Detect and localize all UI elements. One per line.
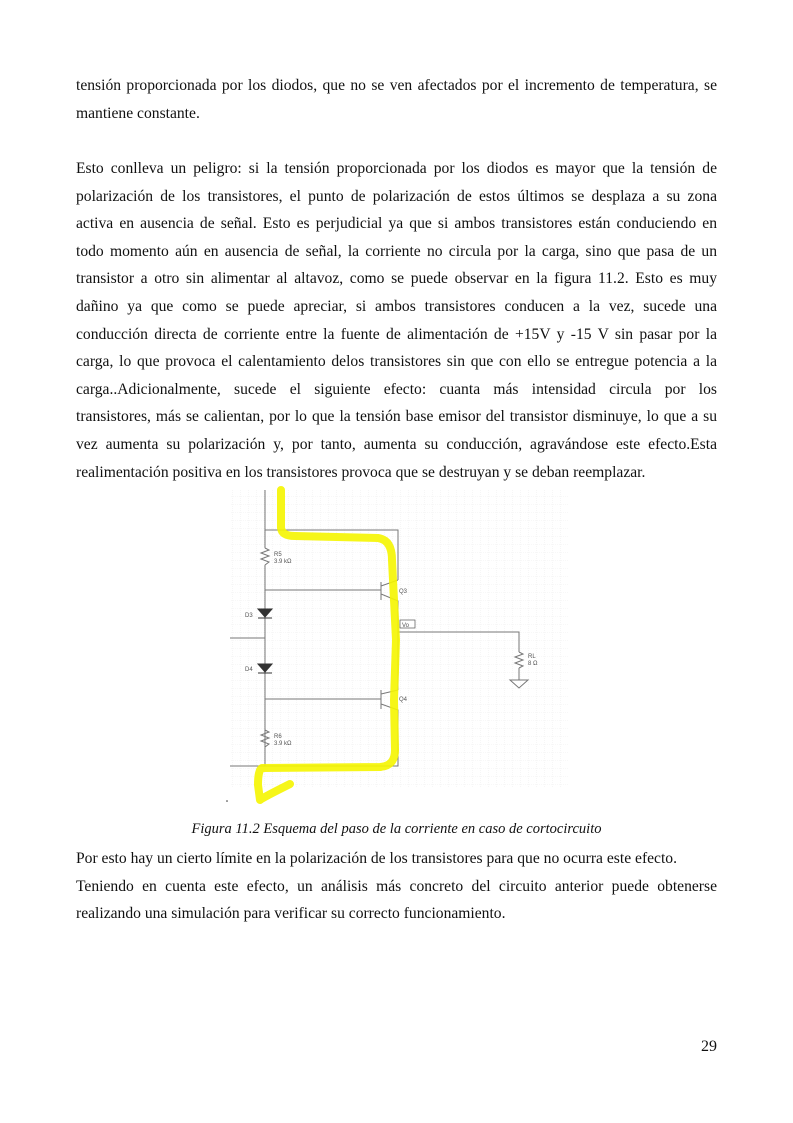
text-line: polarización de los transistores, el punto de polarización de estos últimos se desplaza a su zona [76,187,717,205]
label-r5-value: 3.9 kΩ [274,559,292,565]
text-line: mantiene constante. [76,104,200,122]
text-line: Por esto hay un cierto límite en la polarización de los transistores para que no ocurra este efecto. [76,850,678,867]
text-line: conducción directa de corriente entre la fuente de alimentación de +15V y -15 V sin pasar por la [76,325,717,343]
text-line: activa en ausencia de señal. Esto es perjudicial ya que si ambos transistores están conduciendo en [76,215,717,233]
text-line: carga..Adicionalmente, sucede el siguiente efecto: cuanta más intensidad circula por los [76,380,717,398]
paragraph-3 [76,845,717,928]
label-r5: R5 [274,552,282,558]
text-line: dañino ya que como se puede apreciar, si ambos transistores conducen a la vez, sucede una [76,297,717,315]
stray-dot [226,800,228,802]
text-line: carga, lo que provoca el calentamiento delos transistores sin que con ello se entregue potencia a la [76,353,717,371]
label-q4: Q4 [399,697,408,703]
text-line: realimentación positiva en los transistores provoca que se destruyan y se deban reemplazar. [76,463,646,481]
label-r6: R6 [274,734,282,740]
label-vo: Vo [402,623,410,629]
page-number: 29 [701,1038,717,1055]
figure-caption: Figura 11.2 Esquema del paso de la corriente en caso de cortocircuito [191,821,602,837]
label-q3: Q3 [399,589,408,595]
text-line: Teniendo en cuenta este efecto, un análisis más concreto del circuito anterior puede obtenerse [76,877,717,895]
text-line: todo momento aún en ausencia de señal, la corriente no circula por la carga, sino que pasa de un [76,242,717,260]
text-line: realizando una simulación para verificar su correcto funcionamiento. [76,905,506,923]
text-line: transistor a otro sin alimentar al altavoz, como se puede observar en la figura 11.2. Esto es muy [76,270,717,288]
label-r6-value: 3.9 kΩ [274,741,292,747]
text-line: Esto conlleva un peligro: si la tensión proporcionada por los diodos es mayor que la tensión de [76,160,717,177]
text-line: vez aumenta su polarización y, por tanto, aumenta su conducción, agravándose este efecto.Esta [76,435,717,453]
text-line: transistores, más se calientan, por lo que la tensión base emisor del transistor disminuye, lo que a su [76,408,717,426]
text-line: tensión proporcionada por los diodos, que no se ven afectados por el incremento de temperatura, se [76,77,717,94]
label-rl: RL [528,654,536,660]
label-d4: D4 [245,667,253,673]
label-d3: D3 [245,613,253,619]
label-rl-value: 8 Ω [528,661,538,667]
